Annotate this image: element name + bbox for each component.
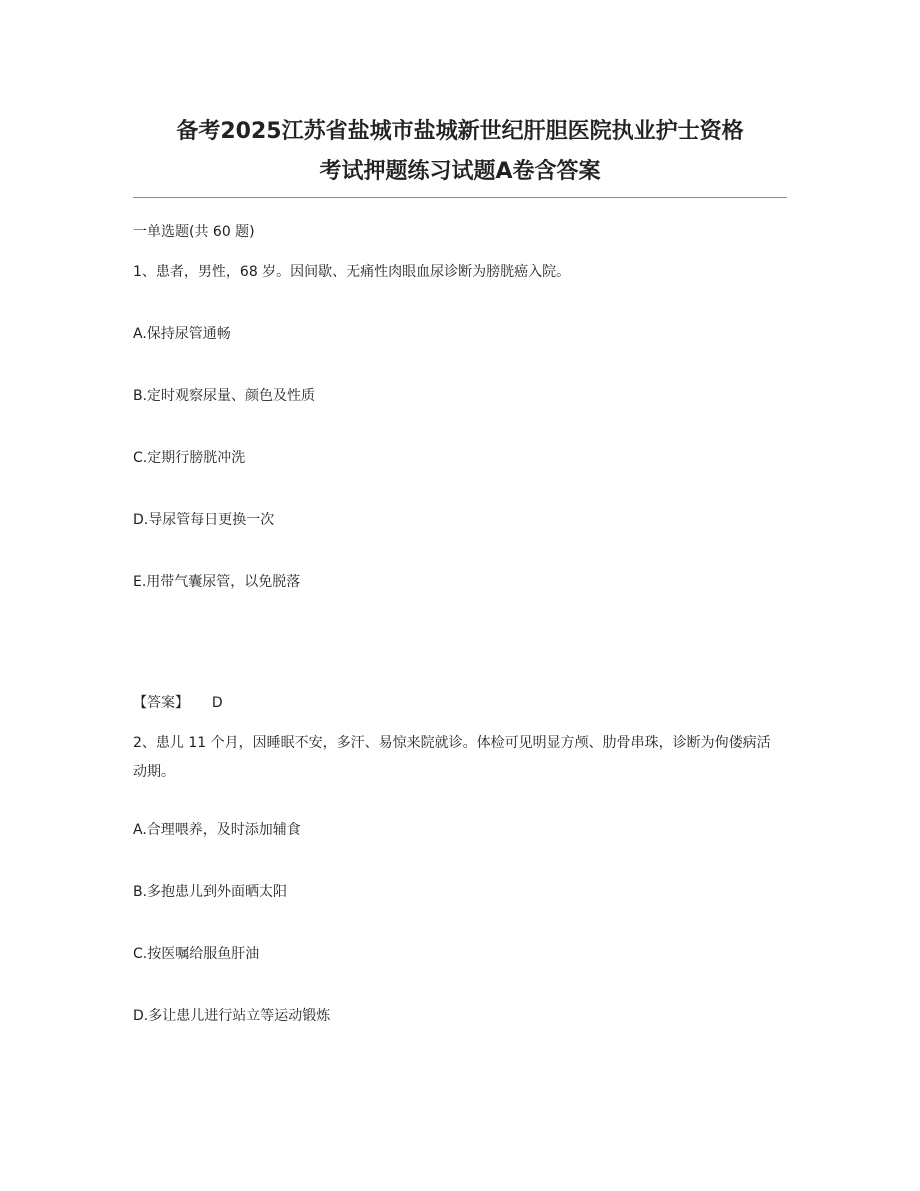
question-1-answer [133, 692, 223, 714]
document-title-line-1: 备考2025江苏省盐城市盐城新世纪肝胆医院执业护士资格 [176, 119, 744, 144]
question-2-option-d: D.多让患儿进行站立等运动锻炼 [133, 1008, 331, 1024]
question-1-stem: 1、患者，男性，68 岁。因间歇、无痛性肉眼血尿诊断为膀胱癌入院。 [133, 264, 571, 280]
question-1-option-e: E.用带气囊尿管，以免脱落 [133, 574, 301, 590]
question-1-option-a: A.保持尿管通畅 [133, 326, 231, 342]
question-1-option-c: C.定期行膀胱冲洗 [133, 450, 246, 466]
question-2-stem: 2、患儿 11 个月，因睡眠不安，多汗、易惊来院就诊。体检可见明显方颅、肋骨串珠，诊断为佝偻病活动期。 [133, 735, 771, 780]
answer-value: D [211, 695, 223, 711]
title-divider [133, 197, 787, 198]
question-2-option-b: B.多抱患儿到外面晒太阳 [133, 884, 288, 900]
document-title-line-2: 考试押题练习试题A卷含答案 [319, 159, 601, 184]
section-header: 一单选题(共 60 题) [133, 224, 255, 240]
question-1-option-b: B.定时观察尿量、颜色及性质 [133, 388, 316, 404]
question-1-option-d: D.导尿管每日更换一次 [133, 512, 275, 528]
question-2-option-a: A.合理喂养，及时添加辅食 [133, 822, 301, 838]
answer-label: 【答案】 [133, 695, 189, 711]
question-2-option-c: C.按医嘱给服鱼肝油 [133, 946, 260, 962]
